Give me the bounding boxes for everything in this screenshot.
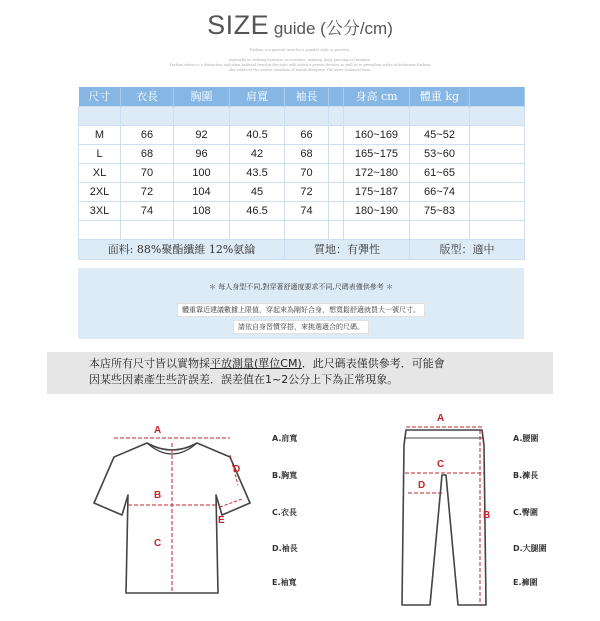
page-title bbox=[0, 10, 600, 41]
note-line-3: 請依自身習慣穿搭，來挑選適合的尺碼。 bbox=[233, 320, 369, 334]
header-length: 衣長 bbox=[121, 87, 174, 106]
cell-shoulder: 42 bbox=[230, 144, 285, 163]
shirt-legend-b: B.胸寬 bbox=[272, 471, 298, 480]
pants-mark-b: B bbox=[483, 510, 491, 521]
table-header-row bbox=[79, 87, 525, 106]
notes-box bbox=[78, 268, 524, 339]
cell-shoulder: 40.5 bbox=[230, 125, 285, 144]
fine-print-1: Fashion is a general term for a popular style or practice, bbox=[249, 48, 351, 52]
cell-length: 68 bbox=[121, 144, 174, 163]
cell-chest: 108 bbox=[174, 201, 230, 220]
material-row bbox=[79, 239, 525, 259]
fine-print-3: Fashion refers to a distinctive and often habitual trend in the style with which a person dresses as well as to prevailing styles in behaviour.Fashion bbox=[169, 63, 431, 67]
pants-mark-a: A bbox=[437, 413, 445, 424]
pants-outline bbox=[402, 430, 486, 605]
cell-blank bbox=[329, 201, 344, 220]
cell-blank bbox=[470, 182, 525, 201]
table-row bbox=[79, 182, 525, 201]
cell-blank bbox=[470, 163, 525, 182]
shirt-legend-e: E.袖寬 bbox=[272, 578, 297, 587]
cell-blank bbox=[329, 125, 344, 144]
table-row bbox=[79, 163, 525, 182]
shirt-legend-d: D.袖長 bbox=[272, 544, 298, 553]
cell-sleeve: 72 bbox=[285, 182, 329, 201]
cell-shoulder: 46.5 bbox=[230, 201, 285, 220]
cell-chest: 100 bbox=[174, 163, 230, 182]
title-size: SIZE bbox=[207, 10, 270, 40]
cell-weight: 61~65 bbox=[410, 163, 470, 182]
cell-blank bbox=[329, 163, 344, 182]
cell-blank bbox=[470, 125, 525, 144]
tshirt-diagram bbox=[92, 425, 252, 605]
pants-legend-d: D.大腿圍 bbox=[513, 544, 547, 553]
fine-print-4: also refers to the newest creations of textile designers The more technical term. bbox=[228, 68, 372, 72]
material-text: 面料: 88%聚酯纖維 12%氨綸 bbox=[79, 239, 285, 259]
disclaimer-part-a: 本店所有尺寸皆以實物採 bbox=[89, 357, 210, 370]
cell-sleeve: 74 bbox=[285, 201, 329, 220]
cell-weight: 45~52 bbox=[410, 125, 470, 144]
pants-mark-c: C bbox=[437, 459, 445, 470]
shirt-legend-a: A.肩寬 bbox=[272, 434, 298, 443]
cell-blank bbox=[470, 201, 525, 220]
cell-sleeve: 66 bbox=[285, 125, 329, 144]
shirt-mark-b: B bbox=[154, 490, 162, 501]
disclaimer-part-b: ．此尺碼表僅供參考．可能會 bbox=[301, 357, 445, 370]
shirt-mark-d: D bbox=[233, 464, 241, 475]
cell-chest: 96 bbox=[174, 144, 230, 163]
cell-length: 66 bbox=[121, 125, 174, 144]
cell-size: 2XL bbox=[79, 182, 121, 201]
header-size: 尺寸 bbox=[79, 87, 121, 106]
pants-mark-d: D bbox=[418, 480, 426, 491]
header-sleeve: 袖長 bbox=[285, 87, 329, 106]
cell-height: 180~190 bbox=[344, 201, 410, 220]
texture-text: 質地：有彈性 bbox=[285, 239, 410, 259]
pants-legend-a: A.腰圍 bbox=[513, 434, 539, 443]
shirt-legend-c: C.衣長 bbox=[272, 508, 297, 517]
disclaimer-underlined: 平放測量(單位CM) bbox=[210, 357, 302, 370]
cell-height: 175~187 bbox=[344, 182, 410, 201]
title-guide: guide (公分/cm) bbox=[269, 19, 393, 38]
shirt-mark-c: C bbox=[154, 538, 162, 549]
cell-blank bbox=[470, 144, 525, 163]
header-height: 身高 cm bbox=[344, 87, 410, 106]
pants-legend-b: B.褲長 bbox=[513, 471, 539, 480]
cell-weight: 53~60 bbox=[410, 144, 470, 163]
table-row bbox=[79, 125, 525, 144]
cell-shoulder: 43.5 bbox=[230, 163, 285, 182]
shirt-mark-a: A bbox=[154, 425, 162, 436]
cell-sleeve: 68 bbox=[285, 144, 329, 163]
table-spacer-row bbox=[79, 106, 525, 125]
pants-diagram bbox=[400, 425, 490, 610]
cell-length: 70 bbox=[121, 163, 174, 182]
cell-size: XL bbox=[79, 163, 121, 182]
disclaimer-line-2: 因某些因素產生些許誤差．誤差值在1~2公分上下為正常現象。 bbox=[89, 373, 399, 386]
table-spacer-row bbox=[79, 220, 525, 239]
header-shoulder: 肩寬 bbox=[230, 87, 285, 106]
fine-print-2: especially in clothing footwear, accessories, makeup, body piercing or furniture. bbox=[228, 58, 372, 62]
cell-blank bbox=[329, 144, 344, 163]
cell-size: M bbox=[79, 125, 121, 144]
note-line-2: 體重靠近建議數據上限值，穿起來為剛好合身，想寬鬆舒適就買大一號尺寸。 bbox=[177, 303, 425, 317]
cell-sleeve: 70 bbox=[285, 163, 329, 182]
note-line-1: ＊ 每人身型不同,對穿著舒適度要求不同,尺碼表僅供參考 ＊ bbox=[209, 283, 393, 291]
cell-height: 165~175 bbox=[344, 144, 410, 163]
table-row bbox=[79, 144, 525, 163]
header-chest: 胸圍 bbox=[174, 87, 230, 106]
shirt-mark-e: E bbox=[218, 515, 225, 526]
header-blank-1 bbox=[329, 87, 344, 106]
cell-length: 74 bbox=[121, 201, 174, 220]
cell-weight: 66~74 bbox=[410, 182, 470, 201]
cell-chest: 104 bbox=[174, 182, 230, 201]
measurement-disclaimer bbox=[47, 352, 553, 394]
cell-height: 160~169 bbox=[344, 125, 410, 144]
cell-size: L bbox=[79, 144, 121, 163]
pants-legend-e: E.褲圍 bbox=[513, 578, 538, 587]
table-row bbox=[79, 201, 525, 220]
header-blank-2 bbox=[470, 87, 525, 106]
size-table bbox=[78, 87, 524, 260]
pants-legend-c: C.臀圍 bbox=[513, 508, 538, 517]
cell-chest: 92 bbox=[174, 125, 230, 144]
cell-blank bbox=[329, 182, 344, 201]
cell-size: 3XL bbox=[79, 201, 121, 220]
cell-shoulder: 45 bbox=[230, 182, 285, 201]
cell-weight: 75~83 bbox=[410, 201, 470, 220]
header-weight: 體重 kg bbox=[410, 87, 470, 106]
fit-text: 版型：適中 bbox=[410, 239, 525, 259]
cell-height: 172~180 bbox=[344, 163, 410, 182]
cell-length: 72 bbox=[121, 182, 174, 201]
